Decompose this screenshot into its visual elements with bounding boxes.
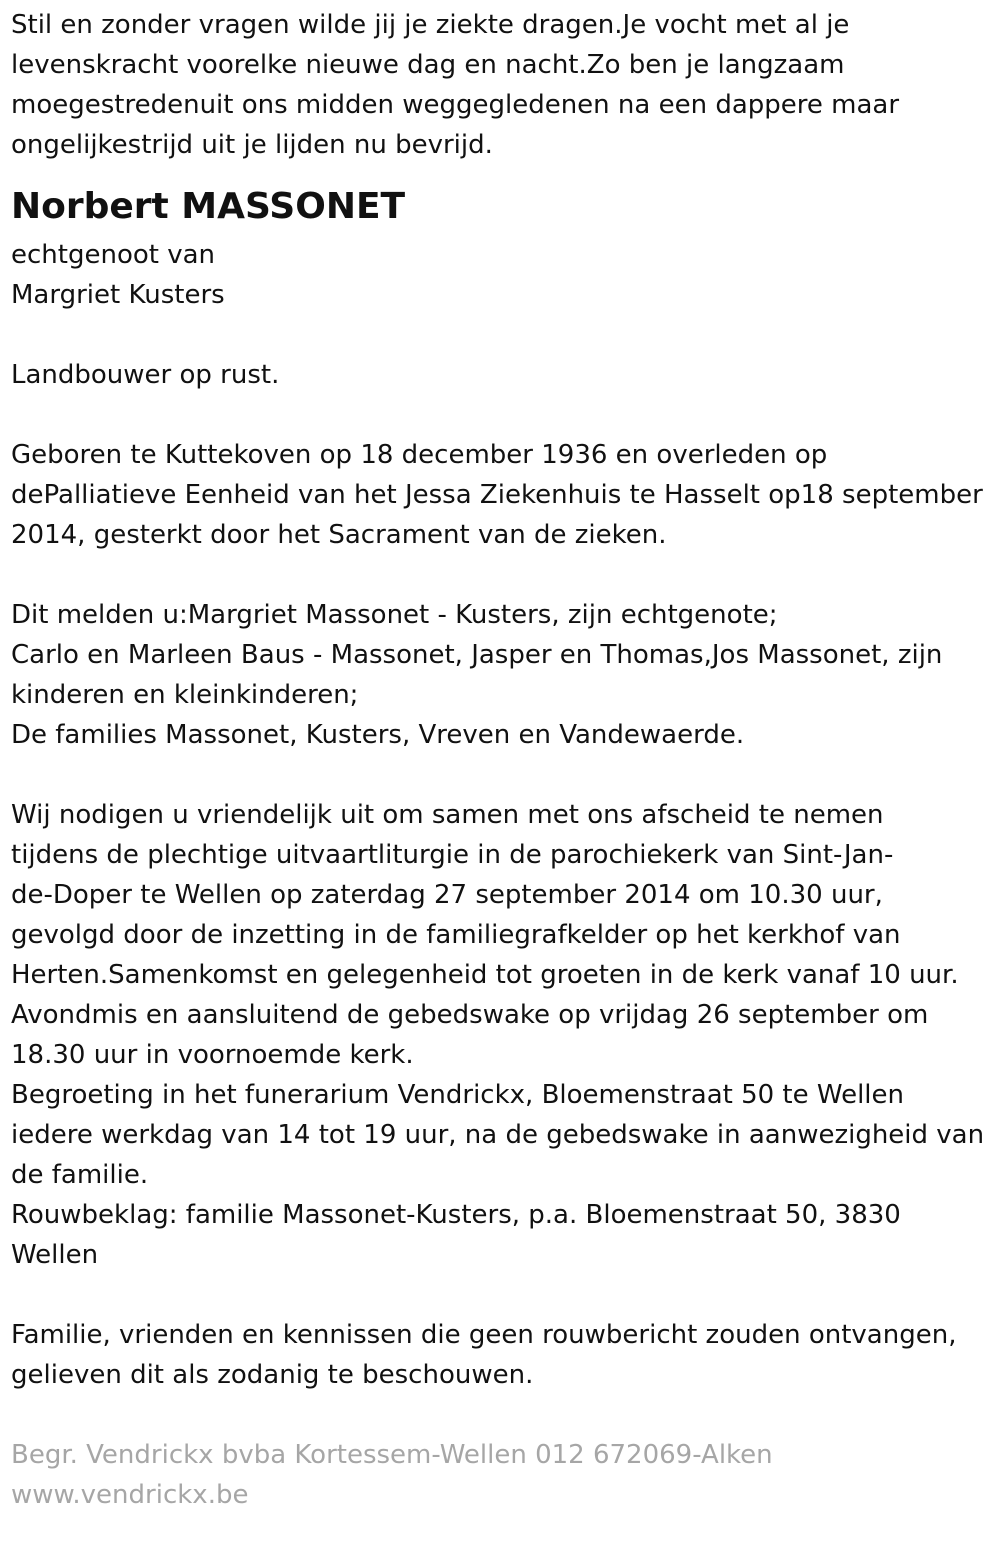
spacer [11,395,991,435]
ceremony-line: iedere werkdag van 14 tot 19 uur, na de gebedswake in aanwezigheid van [11,1120,985,1150]
obituary-document [11,5,991,1515]
verse-block [11,5,991,165]
spacer [11,1275,991,1315]
ceremony-line: Wellen [11,1240,99,1270]
spouse-relation: echtgenoot van [11,240,216,270]
ceremony-line: tijdens de plechtige uitvaartliturgie in de parochiekerk van Sint-Jan- [11,840,894,870]
announcer-line: De families Massonet, Kusters, Vreven en Vandewaerde. [11,720,745,750]
ceremony-line: Herten.Samenkomst en gelegenheid tot groeten in de kerk vanaf 10 uur. [11,960,959,990]
ceremony-line: 18.30 uur in voornoemde kerk. [11,1040,414,1070]
verse-line: ongelijkestrijd uit je lijden nu bevrijd. [11,130,493,160]
announcers-block [11,595,991,755]
birth-death-block [11,435,991,555]
closing-line: Familie, vrienden en kennissen die geen rouwbericht zouden ontvangen, [11,1320,957,1350]
funeral-home-website: www.vendrickx.be [11,1480,249,1510]
birth-death-line: Geboren te Kuttekoven op 18 december 1936 en overleden op [11,440,828,470]
birth-death-line: dePalliatieve Eenheid van het Jessa Ziekenhuis te Hasselt op18 september [11,480,983,510]
ceremony-block [11,795,991,1275]
closing-line: gelieven dit als zodanig te beschouwen. [11,1360,534,1390]
ceremony-line: Avondmis en aansluitend de gebedswake op vrijdag 26 september om [11,1000,929,1030]
ceremony-line: Begroeting in het funerarium Vendrickx, Bloemenstraat 50 te Wellen [11,1080,904,1110]
announcer-line: kinderen en kleinkinderen; [11,680,359,710]
spacer [11,755,991,795]
funeral-home-info: Begr. Vendrickx bvba Kortessem-Wellen 012 672069-Alken [11,1440,773,1470]
funeral-home-footer [11,1435,991,1515]
ceremony-line: Rouwbeklag: familie Massonet-Kusters, p.a. Bloemenstraat 50, 3830 [11,1200,901,1230]
spouse-name: Margriet Kusters [11,280,225,310]
ceremony-line: de-Doper te Wellen op zaterdag 27 september 2014 om 10.30 uur, [11,880,883,910]
verse-line: moegestredenuit ons midden weggegledenen na een dappere maar [11,90,900,120]
spacer [11,315,991,355]
ceremony-line: de familie. [11,1160,149,1190]
occupation: Landbouwer op rust. [11,360,280,390]
ceremony-line: Wij nodigen u vriendelijk uit om samen met ons afscheid te nemen [11,800,884,830]
deceased-name: Norbert MASSONET [11,186,406,227]
announcer-line: Dit melden u:Margriet Massonet - Kusters, zijn echtgenote; [11,600,778,630]
ceremony-line: gevolgd door de inzetting in de familiegrafkelder op het kerkhof van [11,920,901,950]
spacer [11,555,991,595]
spacer [11,1395,991,1435]
announcer-line: Carlo en Marleen Baus - Massonet, Jasper en Thomas,Jos Massonet, zijn [11,640,943,670]
closing-block [11,1315,991,1395]
spouse-block [11,235,991,315]
verse-line: Stil en zonder vragen wilde jij je ziekte dragen.Je vocht met al je [11,10,850,40]
birth-death-line: 2014, gesterkt door het Sacrament van de zieken. [11,520,667,550]
verse-line: levenskracht voorelke nieuwe dag en nacht.Zo ben je langzaam [11,50,845,80]
